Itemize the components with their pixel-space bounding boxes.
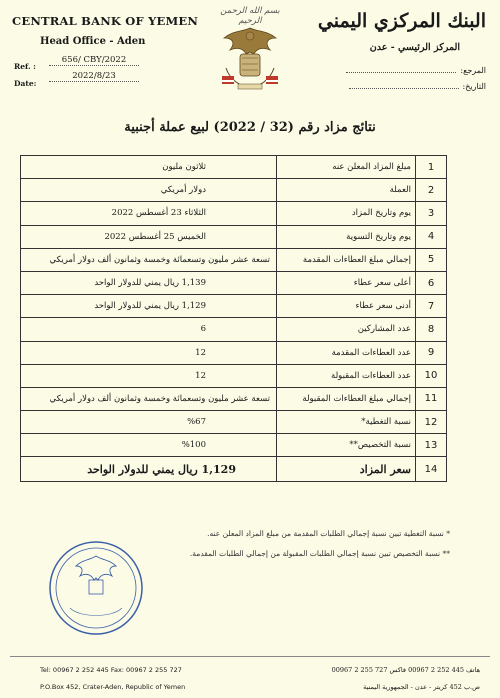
- row-value: 1,129 ريال يمني للدولار الواحد: [21, 457, 277, 482]
- footer-address-en: P.O.Box 452, Crater-Aden, Republic of Yemen: [40, 683, 186, 691]
- row-label: عدد العطاءات المقبولة: [277, 364, 416, 387]
- row-label: إجمالي مبلغ العطاءات المقدمة: [277, 248, 416, 271]
- row-number: 6: [416, 271, 447, 294]
- table-row: [21, 179, 447, 202]
- ref-value: 656/ CBY/2022: [49, 55, 139, 66]
- row-value: تسعة عشر مليون وتسعمائة وخمسة وثمانون ألف دولار أمريكي: [21, 387, 277, 410]
- ar-date-label: التاريخ:: [462, 82, 486, 91]
- footer-contact-en: Tel: 00967 2 252 445 Fax: 00967 2 255 727: [40, 666, 182, 674]
- date-label: Date:: [14, 79, 37, 88]
- row-value: %67: [21, 411, 277, 434]
- ar-ref-field: [326, 66, 486, 75]
- footer-contact-ar: هاتف 445 252 2 00967 فاكس 727 255 2 00967: [331, 666, 480, 674]
- basmala: بسم الله الرحمن الرحيم: [220, 6, 280, 26]
- ar-ref-label: المرجع:: [460, 66, 486, 75]
- row-label: نسبة التخصيص**: [277, 434, 416, 457]
- row-value: 6: [21, 318, 277, 341]
- row-label: إجمالي مبلغ العطاءات المقبولة: [277, 387, 416, 410]
- row-value: ثلاثون مليون: [21, 156, 277, 179]
- row-number: 5: [416, 248, 447, 271]
- row-number: 4: [416, 225, 447, 248]
- row-label: أدنى سعر عطاء: [277, 295, 416, 318]
- row-value: 1,129 ريال يمني للدولار الواحد: [21, 295, 277, 318]
- row-label: يوم وتاريخ المزاد: [277, 202, 416, 225]
- row-value: الثلاثاء 23 أغسطس 2022: [21, 202, 277, 225]
- table-row: [21, 341, 447, 364]
- row-number: 12: [416, 411, 447, 434]
- row-number: 14: [416, 457, 447, 482]
- row-label: أعلى سعر عطاء: [277, 271, 416, 294]
- row-number: 8: [416, 318, 447, 341]
- table-row: [21, 156, 447, 179]
- row-label: سعر المزاد: [277, 457, 416, 482]
- row-number: 7: [416, 295, 447, 318]
- table-row: [21, 318, 447, 341]
- footer-divider: [10, 656, 490, 657]
- auction-results-table: [20, 155, 447, 482]
- row-label: عدد المشاركين: [277, 318, 416, 341]
- row-value: الخميس 25 أغسطس 2022: [21, 225, 277, 248]
- table-row: [21, 225, 447, 248]
- row-label: مبلغ المزاد المعلن عنه: [277, 156, 416, 179]
- table-row: [21, 271, 447, 294]
- row-label: عدد العطاءات المقدمة: [277, 341, 416, 364]
- head-office-en: Head Office - Aden: [40, 36, 146, 47]
- date-value: 2022/8/23: [49, 71, 139, 82]
- row-label: نسبة التغطية*: [277, 411, 416, 434]
- table-row: [21, 457, 447, 482]
- row-value: 12: [21, 341, 277, 364]
- row-number: 10: [416, 364, 447, 387]
- row-number: 2: [416, 179, 447, 202]
- document-title: نتائج مزاد رقم (32 / 2022) لبيع عملة أجنبية: [124, 120, 376, 135]
- row-value: تسعة عشر مليون وتسعمائة وخمسة وثمانون ألف دولار أمريكي: [21, 248, 277, 271]
- row-label: العملة: [277, 179, 416, 202]
- bank-name-ar: البنك المركزي اليمني: [317, 10, 486, 32]
- head-office-ar: المركز الرئيسي - عدن: [369, 42, 460, 53]
- row-number: 11: [416, 387, 447, 410]
- table-row: [21, 387, 447, 410]
- row-number: 1: [416, 156, 447, 179]
- footnote-allocation: ** نسبة التخصيص تبين نسبة إجمالي الطلبات المقبولة من إجمالي الطلبات المقدمة.: [189, 549, 450, 558]
- row-label: يوم وتاريخ التسوية: [277, 225, 416, 248]
- bank-name-en: CENTRAL BANK OF YEMEN: [12, 14, 199, 28]
- row-number: 9: [416, 341, 447, 364]
- row-value: %100: [21, 434, 277, 457]
- table-row: [21, 434, 447, 457]
- table-row: [21, 411, 447, 434]
- row-number: 3: [416, 202, 447, 225]
- table-row: [21, 202, 447, 225]
- row-value: 12: [21, 364, 277, 387]
- row-value: 1,139 ريال يمني للدولار الواحد: [21, 271, 277, 294]
- footnote-coverage: * نسبة التغطية تبين نسبة إجمالي الطلبات المقدمة من مبلغ المزاد المعلن عنه.: [207, 529, 450, 538]
- row-number: 13: [416, 434, 447, 457]
- table-row: [21, 295, 447, 318]
- bank-seal-stamp-icon: [46, 538, 146, 638]
- yemen-eagle-emblem-icon: [212, 22, 288, 94]
- table-row: [21, 364, 447, 387]
- footer-address-ar: ص.ب 452 كريتر - عدن - الجمهورية اليمنية: [363, 683, 480, 691]
- row-value: دولار أمريكي: [21, 179, 277, 202]
- table-row: [21, 248, 447, 271]
- ar-date-field: [326, 82, 486, 91]
- ref-label: Ref. :: [14, 62, 36, 71]
